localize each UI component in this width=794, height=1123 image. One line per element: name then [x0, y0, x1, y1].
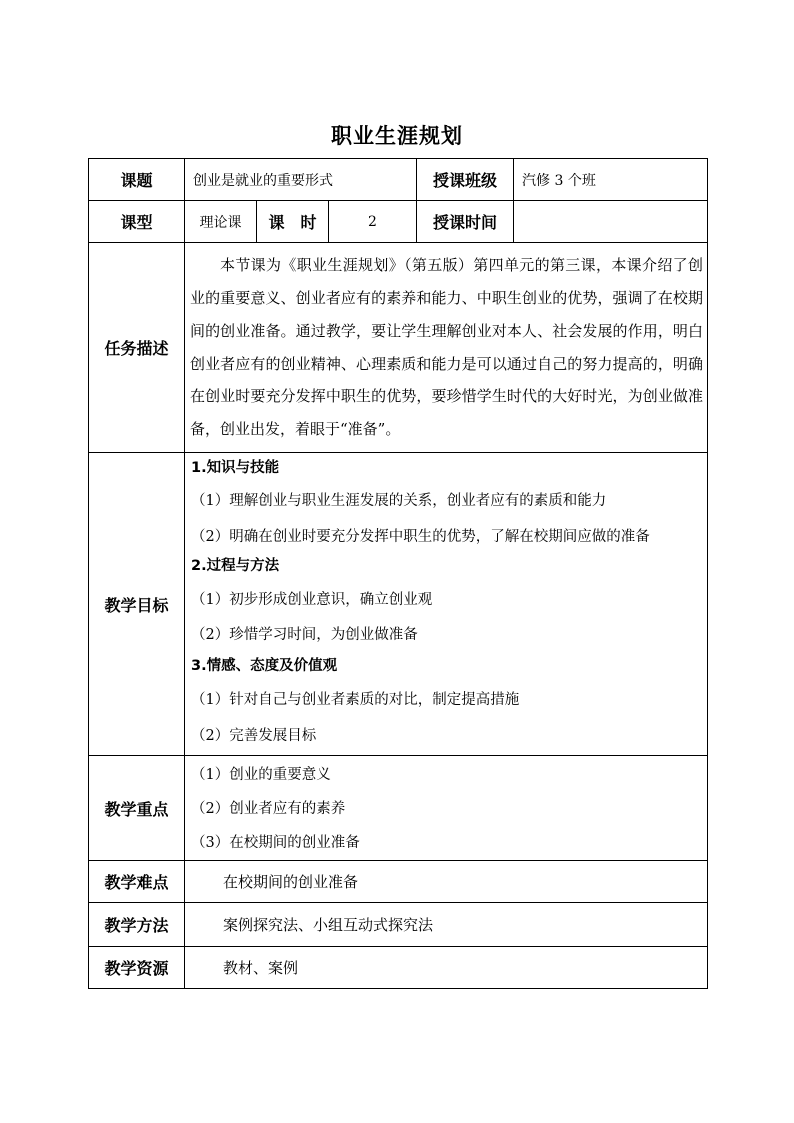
row-objectives [89, 453, 708, 756]
label-task: 任务描述 [89, 243, 185, 453]
lesson-plan-table [88, 158, 708, 989]
row-difficulty [89, 861, 708, 903]
label-hours: 课 时 [257, 201, 329, 243]
label-key-points: 教学重点 [89, 756, 185, 861]
label-type: 课型 [89, 201, 185, 243]
key-points-content [185, 756, 708, 861]
document-title: 职业生涯规划 [331, 124, 463, 148]
label-time: 授课时间 [417, 201, 514, 243]
objective-item: （1）初步形成创业意识，确立创业观 [191, 592, 433, 608]
row-topic [89, 159, 708, 201]
row-resources [89, 947, 708, 989]
label-method: 教学方法 [89, 903, 185, 947]
objective-item: （2）明确在创业时要充分发挥中职生的优势，了解在校期间应做的准备 [191, 529, 650, 545]
key-point-item: （1）创业的重要意义 [191, 767, 331, 783]
label-class: 授课班级 [417, 159, 514, 201]
key-point-item: （2）创业者应有的素养 [191, 801, 346, 817]
class-value: 汽修 3 个班 [514, 159, 708, 201]
resources-value: 教材、案例 [185, 947, 708, 989]
row-task [89, 243, 708, 453]
label-difficulty: 教学难点 [89, 861, 185, 903]
row-method [89, 903, 708, 947]
time-value [514, 201, 708, 243]
objective-heading: 1.知识与技能 [191, 460, 280, 476]
difficulty-value: 在校期间的创业准备 [185, 861, 708, 903]
label-resources: 教学资源 [89, 947, 185, 989]
objectives-content [185, 453, 708, 756]
objective-item: （2）完善发展目标 [191, 728, 317, 744]
objective-item: （1）针对自己与创业者素质的对比，制定提高措施 [191, 692, 520, 708]
objective-item: （2）珍惜学习时间，为创业做准备 [191, 627, 418, 643]
topic-value: 创业是就业的重要形式 [185, 159, 417, 201]
objective-heading: 2.过程与方法 [191, 558, 280, 574]
type-value: 理论课 [185, 201, 257, 243]
hours-value: 2 [329, 201, 417, 243]
task-description: 本节课为《职业生涯规划》（第五版）第四单元的第三课，本课介绍了创业的重要意义、创业者应有的素养和能力、中职生创业的优势，强调了在校期间的创业准备。通过教学，要让学生理解创业对本人、社会发展的作用，明白创业者应有的创业精神、心理素质和能力是可以通过自己的努力提高的，明确在创业时要充分发挥中职生的优势，要珍惜学生时代的大好时光，为创业做准备，创业出发，着眼于“准备”。 [185, 243, 708, 453]
objective-heading: 3.情感、态度及价值观 [191, 658, 338, 674]
method-value: 案例探究法、小组互动式探究法 [185, 903, 708, 947]
objective-item: （1）理解创业与职业生涯发展的关系，创业者应有的素质和能力 [191, 493, 607, 509]
row-type [89, 201, 708, 243]
row-key-points [89, 756, 708, 861]
label-objectives: 教学目标 [89, 453, 185, 756]
label-topic: 课题 [89, 159, 185, 201]
key-point-item: （3）在校期间的创业准备 [191, 835, 360, 851]
